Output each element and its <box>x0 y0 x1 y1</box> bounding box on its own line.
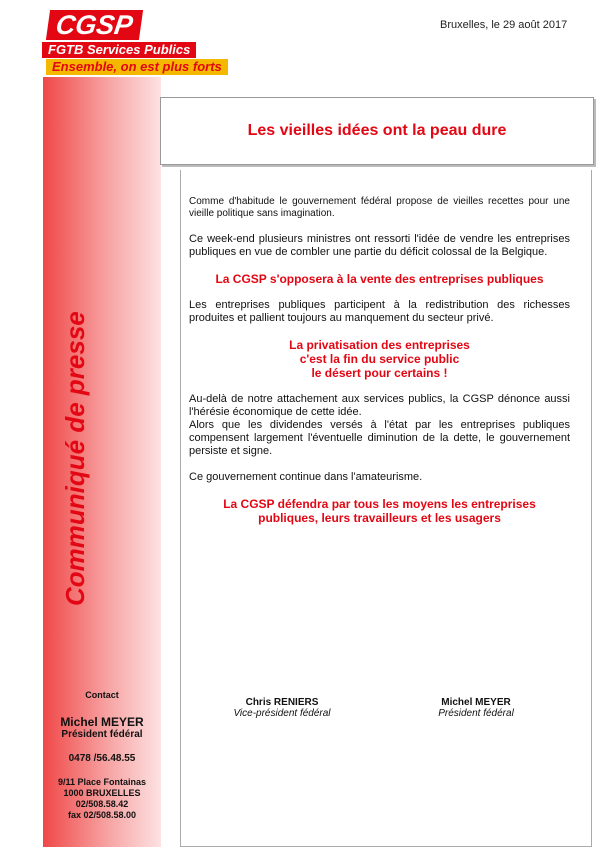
contact-label: Contact <box>85 690 119 700</box>
paragraph-amateurism: Ce gouvernement continue dans l'amateurisme. <box>189 471 423 483</box>
paragraph-heresy <box>189 393 570 458</box>
logo-cgsp-text: CGSP <box>46 10 143 40</box>
contact-phone: 0478 /56.48.55 <box>68 753 136 764</box>
contact-fax: fax 02/508.58.00 <box>67 810 137 820</box>
signature-name: Chris RENIERS <box>245 697 319 708</box>
contact-address-street: 9/11 Place Fontainas <box>57 777 147 787</box>
paragraph-redistribution: Les entreprises publiques participent à la redistribution des richesses produites et pallient toujours au manquement du secteur privé. <box>189 299 570 324</box>
document-date: Bruxelles, le 29 août 2017 <box>440 19 568 31</box>
contact-address-city: 1000 BRUXELLES <box>63 788 141 798</box>
signature-role: Président fédéral <box>438 708 514 719</box>
highlight-opposition: La CGSP s'opposera à la vente des entreprises publiques <box>215 272 544 286</box>
highlight-defend-line-1: La CGSP défendra par tous les moyens les entreprises <box>223 497 536 511</box>
page-title: Les vieilles idées ont la peau dure <box>247 122 507 139</box>
paragraph-context: Ce week-end plusieurs ministres ont ressorti l'idée de vendre les entreprises publiques en vue de combler une partie du déficit colossal de la Belgique. <box>189 233 570 258</box>
paragraph-heresy-line-2: Alors que les dividendes versés à l'état par les entreprises publiques compensent largement l'éventuelle diminution de la dette, le gouvernement persiste et signe. <box>189 419 570 457</box>
contact-block <box>43 690 161 821</box>
press-release-body <box>189 196 570 538</box>
paragraph-heresy-line-1: Au-delà de notre attachement aux services publics, la CGSP dénonce aussi l'hérésie économique de cette idée. <box>189 393 570 418</box>
highlight-privatisation-line-2: c'est la fin du service public <box>299 352 460 366</box>
vertical-title-text: Communiqué de presse <box>60 311 90 606</box>
contact-tel: 02/508.58.42 <box>75 799 129 809</box>
title-box <box>160 97 594 165</box>
highlight-privatisation-line-1: La privatisation des entreprises <box>289 338 470 352</box>
logo-subtitle: FGTB Services Publics <box>42 42 196 58</box>
signature-role: Vice-président fédéral <box>233 708 331 719</box>
contact-role: Président fédéral <box>61 729 143 740</box>
signature-name: Michel MEYER <box>441 697 511 708</box>
highlight-defend <box>189 497 570 525</box>
highlight-privatisation-line-3: le désert pour certains ! <box>311 366 448 380</box>
signature-vice-president <box>212 697 352 719</box>
contact-name: Michel MEYER <box>60 715 144 729</box>
signature-president <box>406 697 546 719</box>
cgsp-logo <box>42 10 232 76</box>
highlight-privatisation <box>189 338 570 380</box>
highlight-defend-line-2: publiques, leurs travailleurs et les usagers <box>258 511 501 525</box>
paragraph-intro: Comme d'habitude le gouvernement fédéral propose de vieilles recettes pour une vieille politique sans imagination. <box>189 196 570 219</box>
logo-slogan: Ensemble, on est plus forts <box>46 59 228 75</box>
